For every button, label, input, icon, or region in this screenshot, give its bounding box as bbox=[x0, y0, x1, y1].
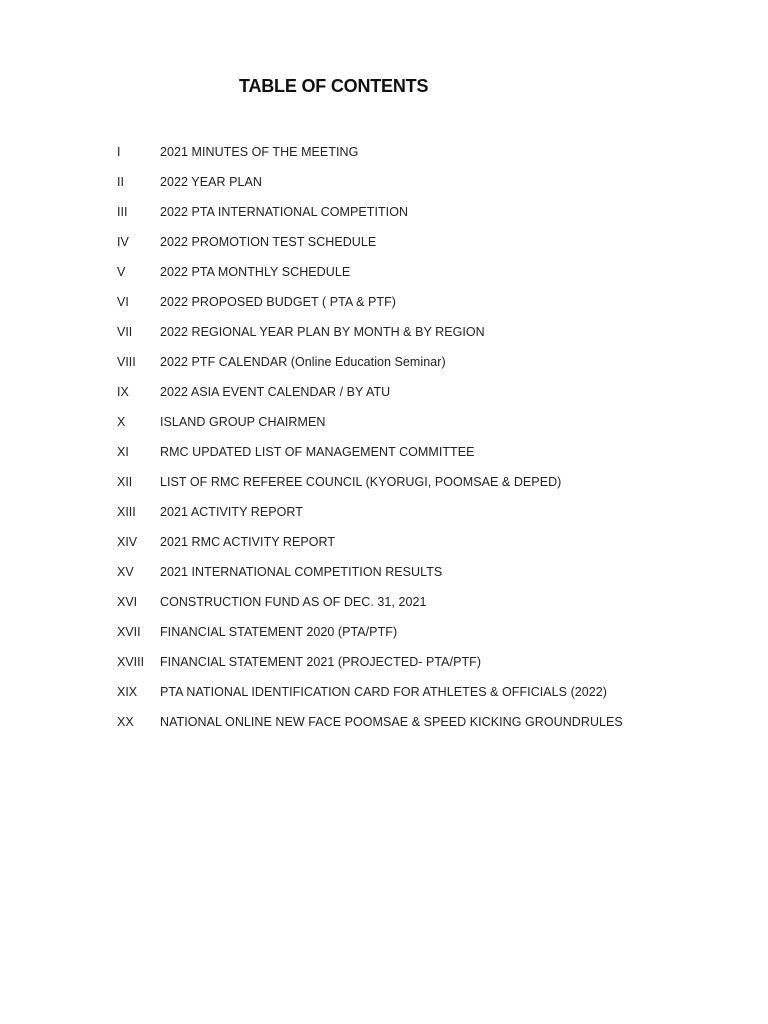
toc-entry-text: FINANCIAL STATEMENT 2020 (PTA/PTF) bbox=[160, 625, 398, 639]
toc-entry bbox=[117, 235, 623, 265]
toc-entry-text: RMC UPDATED LIST OF MANAGEMENT COMMITTEE bbox=[160, 445, 475, 459]
toc-entry bbox=[117, 355, 623, 385]
toc-entry bbox=[117, 535, 623, 565]
toc-entry bbox=[117, 565, 623, 595]
toc-numeral: I bbox=[117, 145, 121, 159]
toc-entry bbox=[117, 295, 623, 325]
toc-entry bbox=[117, 205, 623, 235]
toc-entry bbox=[117, 385, 623, 415]
toc-entry bbox=[117, 625, 623, 655]
toc-entry-text: 2022 PTF CALENDAR (Online Education Seminar) bbox=[160, 355, 446, 369]
toc-entry bbox=[117, 715, 623, 745]
toc-entry-text: ISLAND GROUP CHAIRMEN bbox=[160, 415, 326, 429]
toc-entry-text: 2021 ACTIVITY REPORT bbox=[160, 505, 303, 519]
toc-entry-text: PTA NATIONAL IDENTIFICATION CARD FOR ATHLETES & OFFICIALS (2022) bbox=[160, 685, 608, 699]
toc-entry-text: 2021 INTERNATIONAL COMPETITION RESULTS bbox=[160, 565, 443, 579]
toc-entry bbox=[117, 415, 623, 445]
toc-entry-text: 2022 PROPOSED BUDGET ( PTA & PTF) bbox=[160, 295, 396, 309]
toc-entry-text: FINANCIAL STATEMENT 2021 (PROJECTED- PTA/PTF) bbox=[160, 655, 482, 669]
toc-numeral: VIII bbox=[117, 355, 136, 369]
toc-entry bbox=[117, 325, 623, 355]
toc-numeral: IV bbox=[117, 235, 129, 249]
toc-entry-text: NATIONAL ONLINE NEW FACE POOMSAE & SPEED KICKING GROUNDRULES bbox=[160, 715, 623, 729]
toc-numeral: XVIII bbox=[117, 655, 145, 669]
toc-entry bbox=[117, 475, 623, 505]
toc-numeral: III bbox=[117, 205, 128, 219]
toc-entry bbox=[117, 145, 623, 175]
toc-entry bbox=[117, 445, 623, 475]
toc-entry bbox=[117, 175, 623, 205]
toc-entry-text: 2022 PTA INTERNATIONAL COMPETITION bbox=[160, 205, 409, 219]
toc-numeral: XX bbox=[117, 715, 134, 729]
page-title: TABLE OF CONTENTS bbox=[239, 76, 429, 96]
toc-numeral: V bbox=[117, 265, 126, 279]
toc-entry bbox=[117, 655, 623, 685]
toc-entry bbox=[117, 685, 623, 715]
toc-numeral: XV bbox=[117, 565, 134, 579]
toc-numeral: XII bbox=[117, 475, 133, 489]
toc-entry bbox=[117, 595, 623, 625]
toc-entry-text: 2022 PTA MONTHLY SCHEDULE bbox=[160, 265, 351, 279]
toc-entry-text: 2021 MINUTES OF THE MEETING bbox=[160, 145, 359, 159]
toc-numeral: II bbox=[117, 175, 124, 189]
toc-entry-text: 2021 RMC ACTIVITY REPORT bbox=[160, 535, 336, 549]
toc-numeral: XIV bbox=[117, 535, 138, 549]
toc-entry-text: 2022 PROMOTION TEST SCHEDULE bbox=[160, 235, 377, 249]
toc-entry-text: 2022 REGIONAL YEAR PLAN BY MONTH & BY REGION bbox=[160, 325, 485, 339]
toc-numeral: XVI bbox=[117, 595, 138, 609]
toc-entry-text: 2022 YEAR PLAN bbox=[160, 175, 262, 189]
toc-entry bbox=[117, 505, 623, 535]
toc-numeral: XIII bbox=[117, 505, 136, 519]
toc-numeral: IX bbox=[117, 385, 129, 399]
toc-entry-text: LIST OF RMC REFEREE COUNCIL (KYORUGI, POOMSAE & DEPED) bbox=[160, 475, 562, 489]
toc-numeral: X bbox=[117, 415, 126, 429]
toc-list bbox=[117, 145, 623, 745]
toc-numeral: XVII bbox=[117, 625, 141, 639]
toc-numeral: XI bbox=[117, 445, 129, 459]
toc-numeral: VII bbox=[117, 325, 133, 339]
toc-entry-text: CONSTRUCTION FUND AS OF DEC. 31, 2021 bbox=[160, 595, 427, 609]
toc-entry bbox=[117, 265, 623, 295]
toc-entry-text: 2022 ASIA EVENT CALENDAR / BY ATU bbox=[160, 385, 391, 399]
toc-numeral: XIX bbox=[117, 685, 138, 699]
toc-numeral: VI bbox=[117, 295, 129, 309]
